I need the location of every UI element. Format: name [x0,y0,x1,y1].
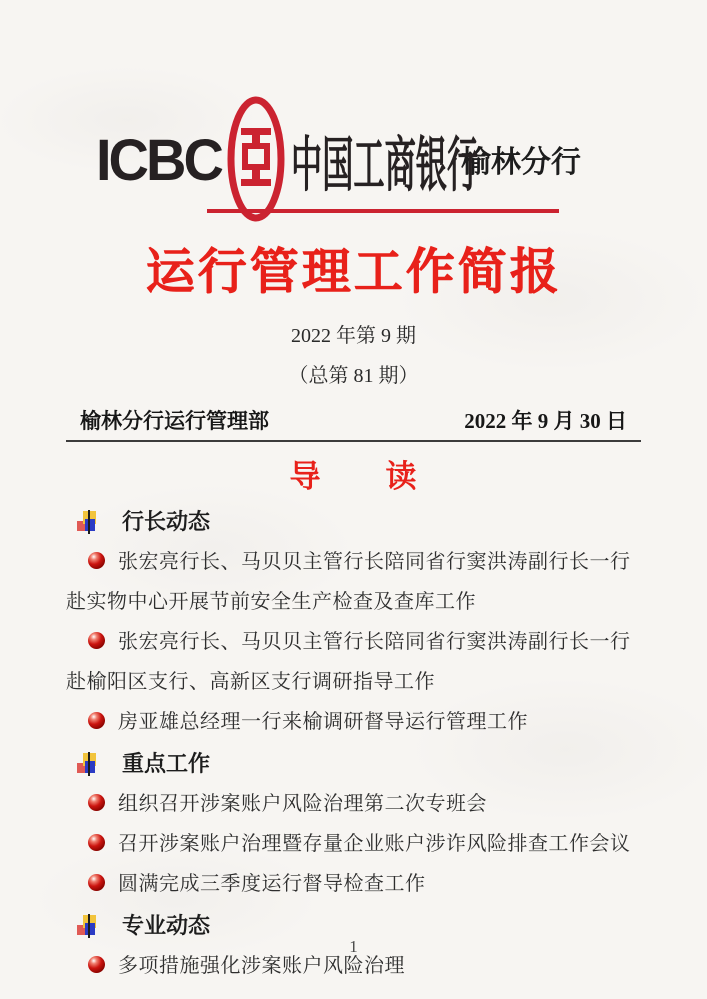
digest-item [66,542,641,622]
bank-name: 中国工商银行 [290,131,479,199]
digest-item [66,824,641,864]
brand-row [96,95,641,223]
red-sphere-bullet-icon [88,956,105,973]
icbc-logo-icon [227,96,285,222]
icbc-wordmark: ICBC [96,125,221,193]
issue-total-number: （总第 81 期） [288,365,419,387]
digest-item [66,622,641,702]
publish-date: 2022 年 9 月 30 日 [464,409,627,433]
department-name: 榆林分行运行管理部 [80,409,269,433]
digest-item-text: 圆满完成三季度运行督导检查工作 [118,873,426,895]
page-number: 1 [349,937,358,956]
document-title: 运行管理工作简报 [145,244,562,299]
digest-item [66,702,641,742]
issue-number: 2022 年第 9 期 [291,325,416,347]
digest-item [66,784,641,824]
red-sphere-bullet-icon [88,552,105,569]
divider-rule [66,440,641,442]
section-heading [66,744,641,784]
section-heading [66,502,641,542]
digest-item-text: 张宏亮行长、马贝贝主管行长陪同省行窦洪涛副行长一行赴实物中心开展节前安全生产检查及查库工作 [66,551,631,613]
branch-name: 榆林分行 [460,146,581,179]
section-heading-label: 重点工作 [122,751,211,776]
digest-item-text: 房亚雄总经理一行来榆调研督导运行管理工作 [118,711,528,733]
department-date-row [66,405,641,435]
colored-boxes-icon [76,914,101,939]
red-sphere-bullet-icon [88,874,105,891]
digest-item-text: 张宏亮行长、马贝贝主管行长陪同省行窦洪涛副行长一行赴榆阳区支行、高新区支行调研指导工作 [66,631,631,693]
digest-item [66,864,641,904]
section-heading-label: 行长动态 [122,509,211,534]
digest-body [66,502,641,986]
digest-item-text: 召开涉案账户治理暨存量企业账户涉诈风险排查工作会议 [118,833,631,855]
digest-item-text: 多项措施强化涉案账户风险治理 [118,955,405,977]
colored-boxes-icon [76,752,101,777]
section-heading-label: 专业动态 [122,913,211,938]
red-sphere-bullet-icon [88,834,105,851]
digest-item-text: 组织召开涉案账户风险治理第二次专班会 [118,793,487,815]
red-sphere-bullet-icon [88,712,105,729]
red-sphere-bullet-icon [88,794,105,811]
brand-header [96,0,641,213]
digest-title: 导 读 [289,459,418,494]
colored-boxes-icon [76,510,101,535]
red-sphere-bullet-icon [88,632,105,649]
